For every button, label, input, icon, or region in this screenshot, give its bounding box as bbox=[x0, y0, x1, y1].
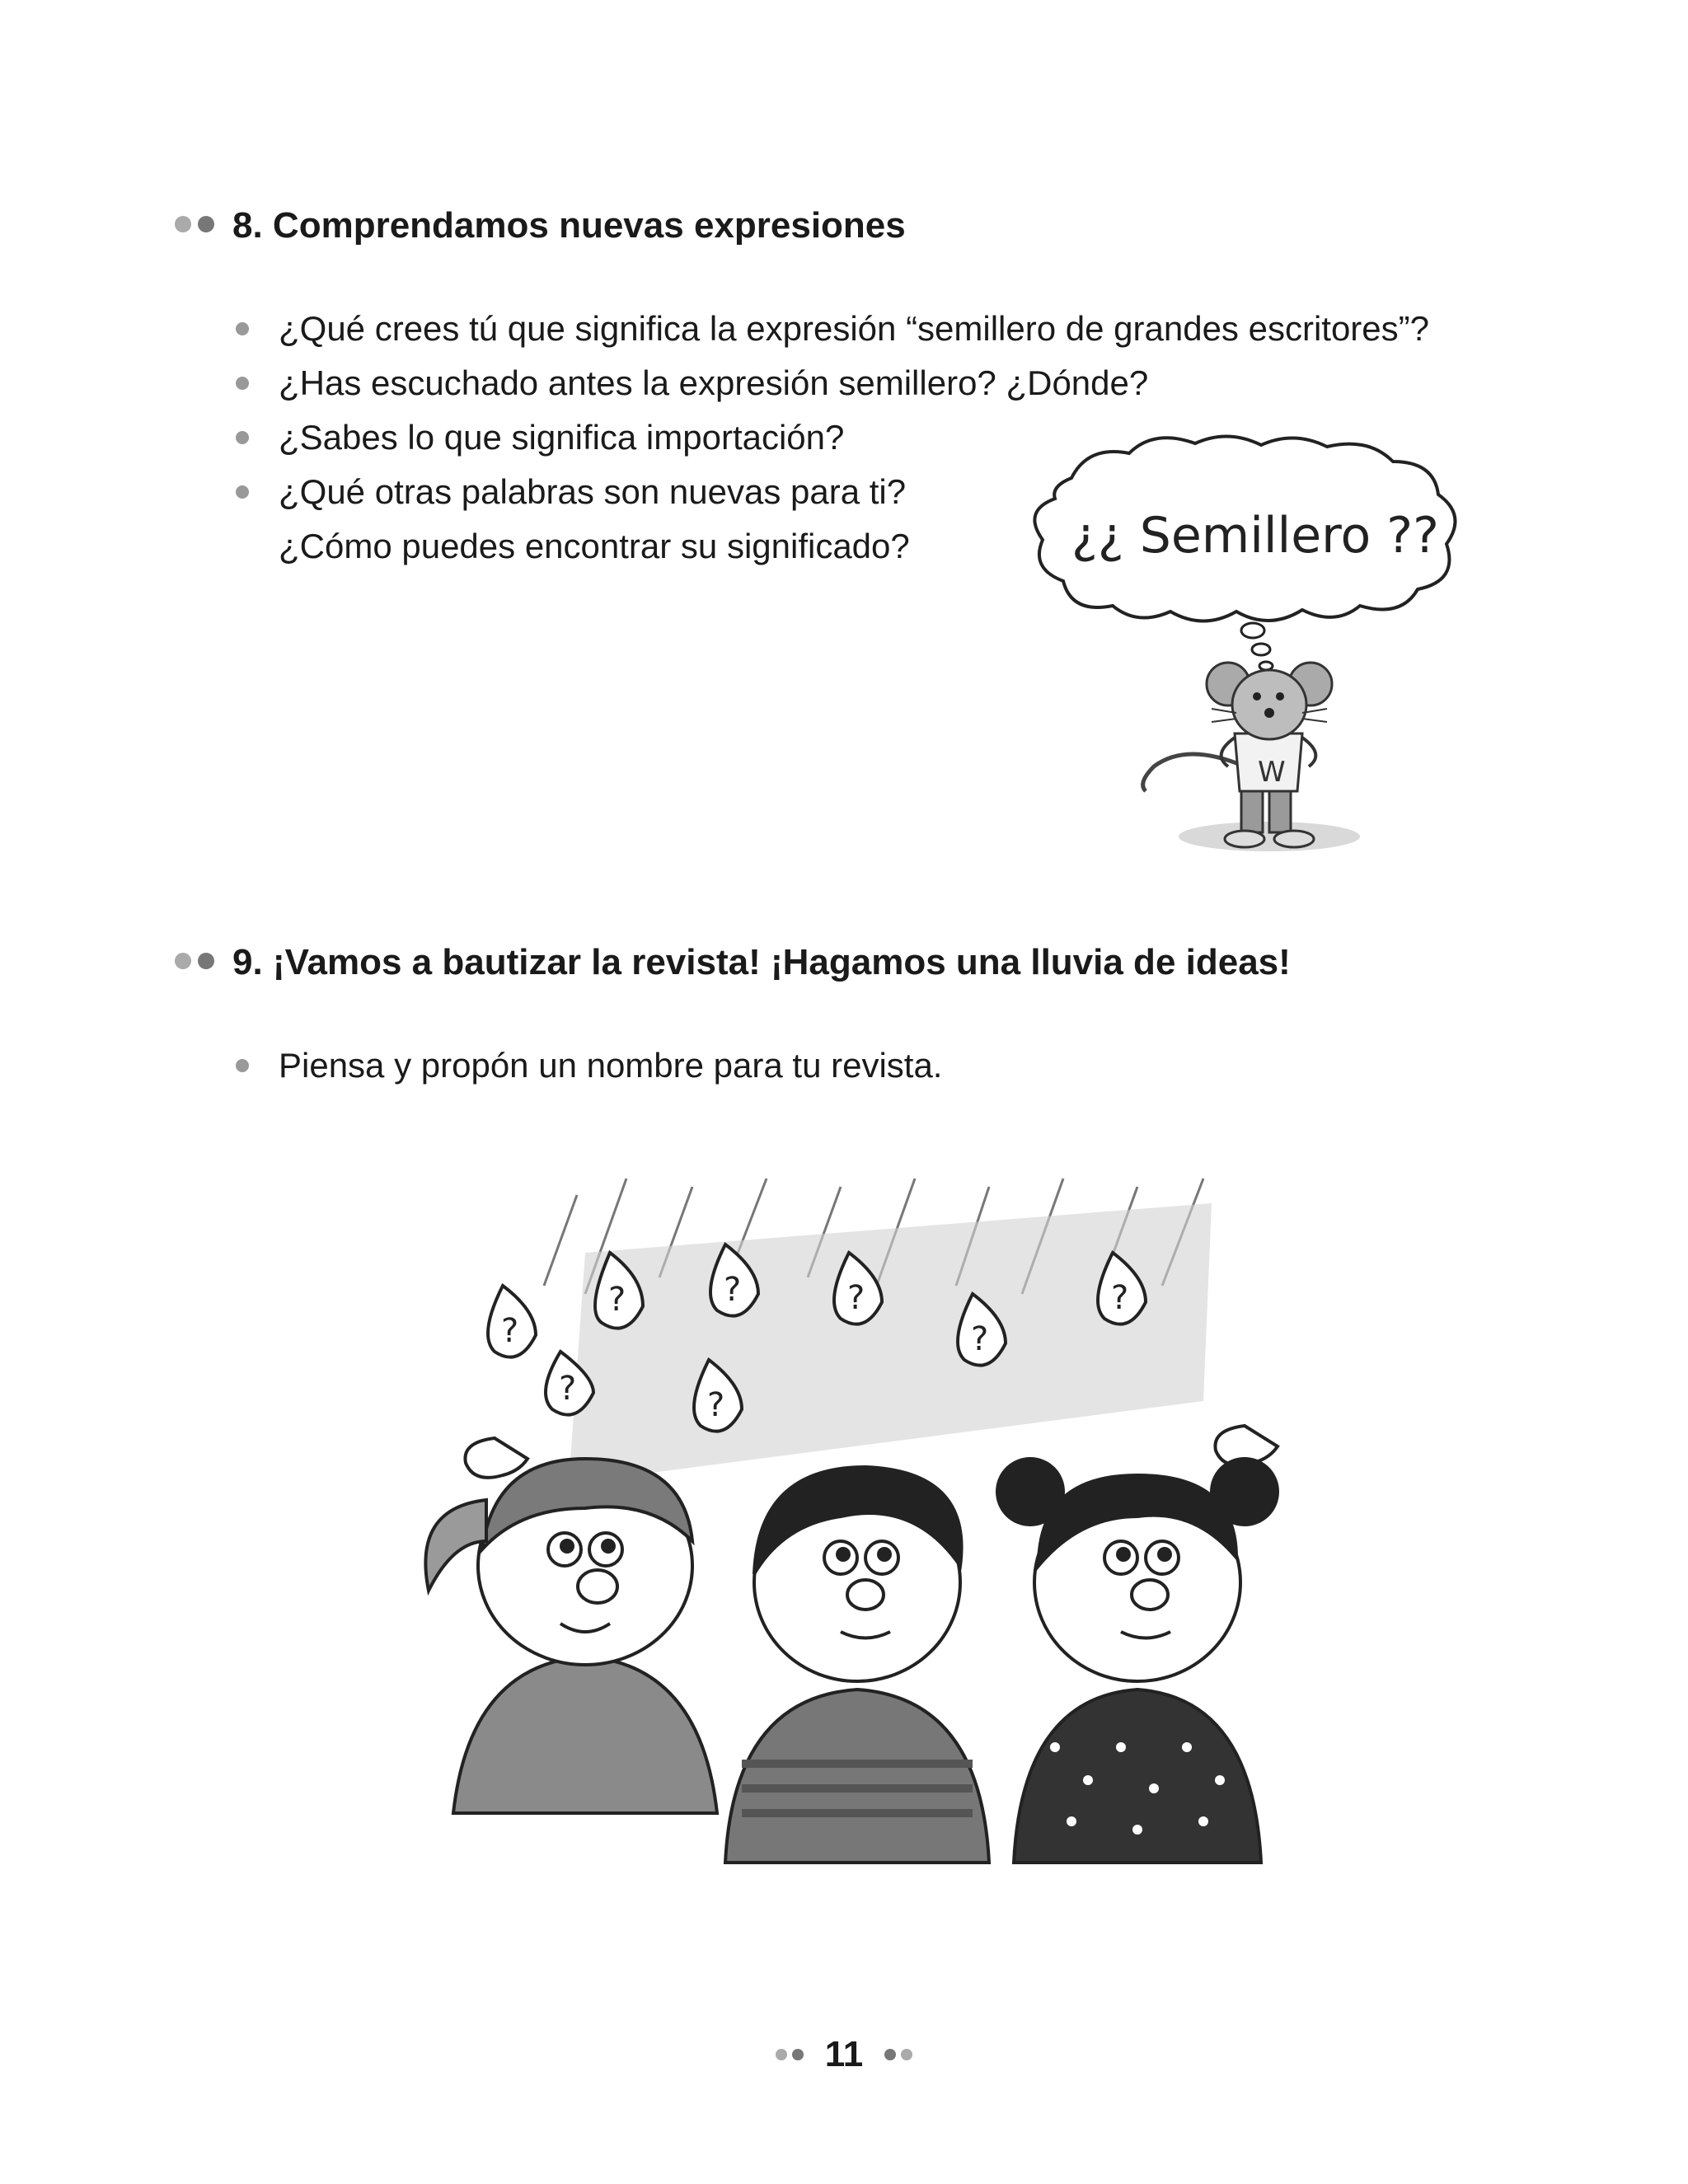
list-item: ¿Has escuchado antes la expresión semillero? ¿Dónde? bbox=[236, 356, 1429, 410]
svg-text:?: ? bbox=[501, 1312, 519, 1350]
child-middle bbox=[725, 1467, 989, 1863]
page-number-text: 11 bbox=[824, 2034, 864, 2074]
svg-text:?: ? bbox=[847, 1279, 865, 1317]
list-item: ¿Qué otras palabras son nuevas para ti? ¿Cómo puedes encontrar su significado? bbox=[236, 465, 1429, 574]
mouse-character bbox=[1143, 663, 1360, 851]
section-9-heading: 9. ¡Vamos a bautizar la revista! ¡Hagamos una lluvia de ideas! bbox=[232, 942, 1291, 982]
footer-dot-icon bbox=[776, 2049, 787, 2060]
rain-shading bbox=[569, 1203, 1212, 1483]
thought-bubble bbox=[1034, 436, 1455, 670]
list-item: ¿Sabes lo que significa importación? bbox=[236, 410, 1429, 465]
list-item: Piensa y propón un nombre para tu revista. bbox=[236, 1038, 942, 1093]
svg-text:?: ? bbox=[1111, 1279, 1129, 1317]
svg-text:?: ? bbox=[971, 1320, 989, 1358]
children-brainstorm-illustration bbox=[379, 1154, 1335, 1896]
thought-bubble-text: ¿¿ Semillero ?? bbox=[1071, 507, 1439, 565]
section-dots-icon bbox=[175, 953, 221, 969]
child-left bbox=[425, 1459, 717, 1813]
section-9-list bbox=[236, 1038, 942, 1093]
footer-dot-icon bbox=[792, 2049, 804, 2060]
footer-dot-icon bbox=[901, 2049, 912, 2060]
svg-text:?: ? bbox=[608, 1281, 626, 1319]
footer-dot-icon bbox=[884, 2049, 896, 2060]
svg-text:?: ? bbox=[707, 1386, 725, 1424]
shirt-letter: W bbox=[1258, 756, 1286, 789]
svg-text:?: ? bbox=[559, 1370, 577, 1408]
section-dots-icon bbox=[175, 216, 221, 232]
list-item: ¿Qué crees tú que significa la expresión “semillero de grandes escritores”? bbox=[236, 302, 1429, 356]
section-8-heading: 8. Comprendamos nuevas expresiones bbox=[232, 205, 906, 246]
page-number bbox=[0, 2034, 1688, 2075]
mouse-thought-illustration bbox=[1022, 429, 1484, 874]
svg-text:?: ? bbox=[724, 1271, 742, 1309]
child-right bbox=[997, 1459, 1278, 1863]
